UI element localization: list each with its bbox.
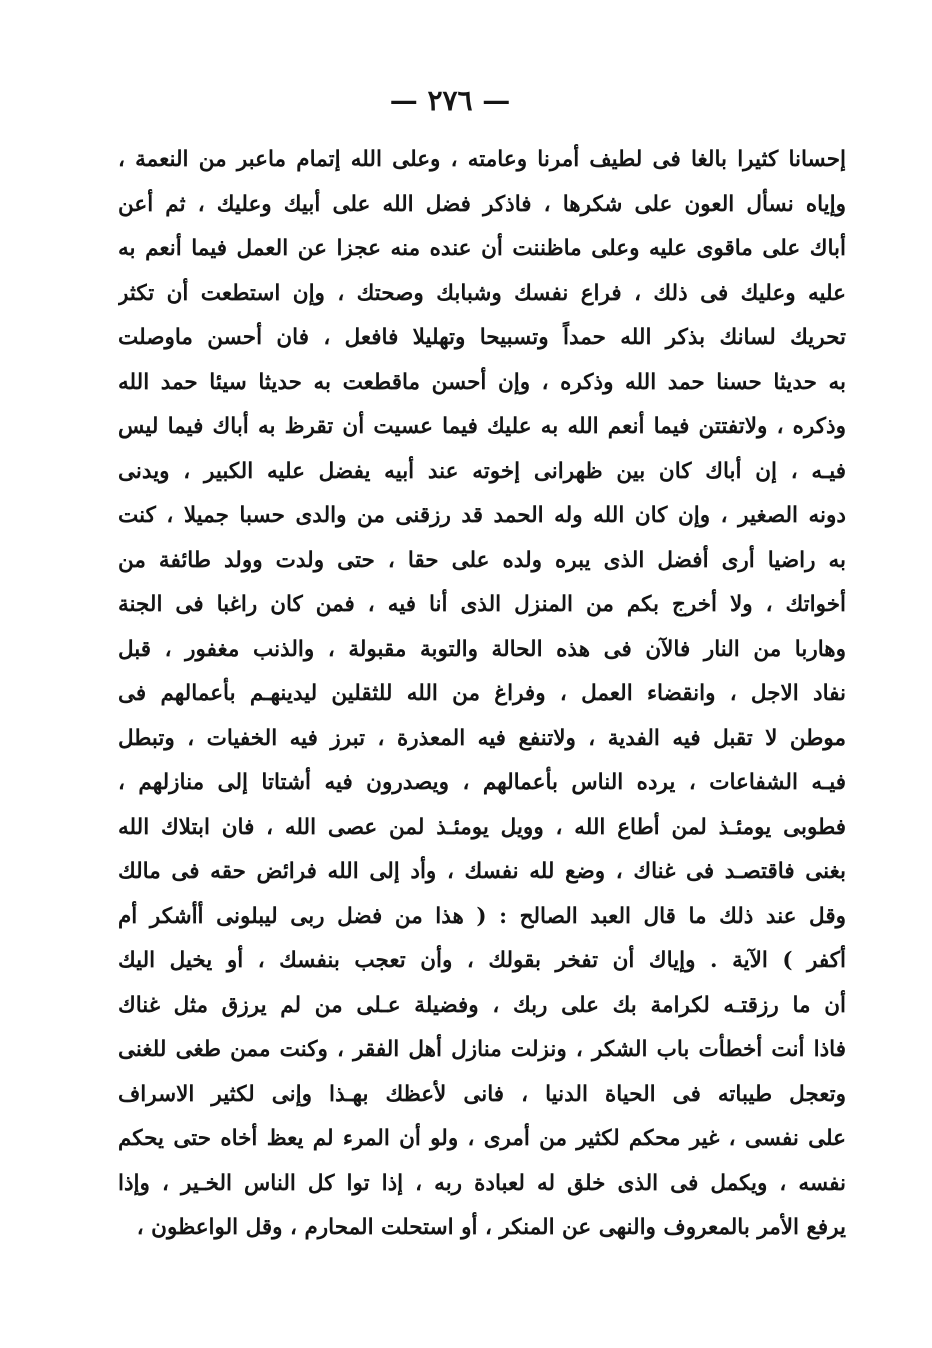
text-line: أن ما رزقتـه لكرامة بك على ربك ، وفضيلة عـلى من لم يرزق مثل غناك bbox=[118, 992, 846, 1018]
text-line: فيـه ، إن أباك كان بين ظهرانى إخوته عند أبيه يفضل عليه الكبير ، ويدنى bbox=[118, 458, 846, 484]
page-number: — ٢٧٦ — bbox=[389, 84, 511, 117]
text-line: وهاربا من النار فالآن فى هذه الحالة والتوبة مقبولة ، والذنب مغفور ، قبل bbox=[118, 636, 846, 662]
text-line: به راضيا أرى أفضل الذى يبره ولده على حقا ، حتى ولدت وولد طائفة من bbox=[118, 547, 846, 573]
text-line: فيـه الشفاعات ، يرده الناس بأعمالهم ، ويصدرون فيه أشتاتا إلى منازلهم ، bbox=[118, 770, 846, 795]
text-line: إحسانا كثيرا بالغا فى لطيف أمرنا وعامته ، وعلى الله إتمام ماعبر من النعمة ، bbox=[118, 147, 846, 172]
text-line: أكفر ) الآية . وإياك أن تفخر بقولك ، وأن تعجب بنفسك ، أو يخيل اليك bbox=[118, 948, 846, 973]
text-line: عليه وعليك فى ذلك ، فراع نفسك وشبابك وصحتك ، وإن استطعت أن تكثر bbox=[118, 280, 846, 306]
text-line: أباك على ماقوى عليه وعلى ماظننت أن عنده منه عجزا عن العمل فيما أنعم به bbox=[118, 236, 846, 261]
text-line: نفسه ، ويكمل فى الذى خلق له لعبادة ربه ، إذا توا كل الناس الخـير ، وإذا bbox=[118, 1170, 846, 1196]
text-line: أخواتك ، ولا أخرج بكم من المنزل الذى أنا فيه ، فمن كان راغبا فى الجنة bbox=[118, 592, 846, 617]
body-text bbox=[118, 138, 846, 1251]
text-line: على نفسى ، غير محكم لكثير من أمرى ، ولو أن المرء لم يعظ أخاه حتى يحكم bbox=[118, 1126, 846, 1151]
text-line: فطوبى يومئـذ لمن أطاع الله ، وويل يومئـذ لمن عصى الله ، فان ابتلاك الله bbox=[118, 814, 846, 840]
text-line: وإياه نسأل العون على شكرها ، فاذكر فضل الله على أبيك وعليك ، ثم أعن bbox=[118, 191, 846, 217]
text-line: نفاد الاجل ، وانقضاء العمل ، وفراغ من الله للثقلين ليدينهـم بأعمالهم فى bbox=[118, 681, 846, 706]
text-line: وتعجل طيباته فى الحياة الدنيا ، فانى لأعظك بهـذا وإنى لكثير الاسراف bbox=[118, 1081, 846, 1107]
text-line: يرفع الأمر بالمعروف والنهى عن المنكر ، أو استحلت المحارم ، وقل الواعظون ، bbox=[136, 1215, 846, 1240]
text-line: تحريك لسانك بذكر الله حمداً وتسبيحا وتهليلا فافعل ، فان أحسن ماوصلت bbox=[118, 325, 846, 350]
text-line: موطن لا تقبل فيه الفدية ، ولاتنفع فيه المعذرة ، تبرز فيه الخفيات ، وتبطل bbox=[118, 725, 846, 751]
text-line: به حديثا حسنا حمد الله وذكره ، وإن أحسن ماقطعت به حديثا سيئا حمد الله bbox=[118, 369, 846, 395]
text-line: بغنى فاقتصـد فى غناك ، وضع لله نفسك ، وأد إلى الله فرائض حقه فى مالك bbox=[118, 859, 846, 884]
text-line: فاذا أنت أخطأت باب الشكر ، ونزلت منازل أهل الفقر ، وكنت ممن طغى للغنى bbox=[118, 1037, 846, 1062]
text-line: وذكره ، ولاتفتتن فيما أنعم الله به عليك فيما عسيت أن تقرظ به أباك فيما ليس bbox=[118, 414, 846, 439]
text-line: دونه الصغير ، وإن كان الله وله الحمد قد رزقنى من والدى حسبا جميلا ، كنت bbox=[118, 503, 846, 528]
text-line: وقل عند ذلك ما قال العبد الصالح : ( هذا من فضل ربى ليبلونى أأشكر أم bbox=[118, 903, 846, 929]
